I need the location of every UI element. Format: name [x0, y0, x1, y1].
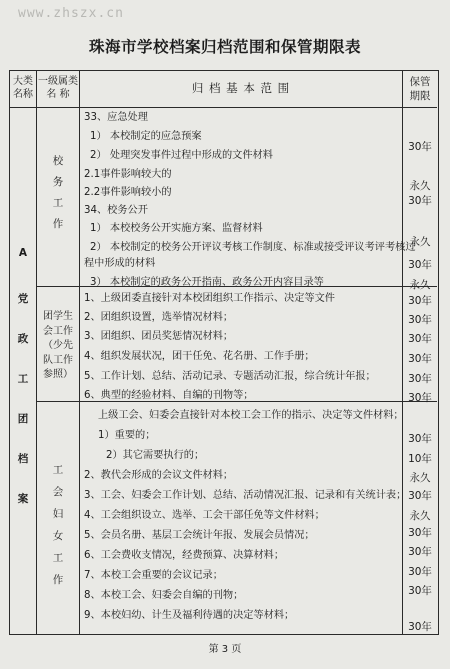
subcategory-char: 工: [52, 464, 64, 476]
retention-period: 10年: [408, 453, 432, 465]
subcategory-xiaowu: [50, 151, 66, 235]
scope-item: 2.2事件影响较小的: [84, 187, 172, 198]
retention-period: 30年: [408, 546, 432, 558]
retention-period: 30年: [408, 259, 432, 271]
retention-period: 永久: [409, 472, 431, 484]
scope-item: 6、工会费收支情况，经费预算、决算材料；: [84, 550, 285, 561]
header-scope: 归 档 基 本 范 围: [191, 81, 291, 95]
subcategory-char: 工: [52, 552, 64, 564]
retention-period: 永久: [409, 236, 431, 248]
retention-period: 永久: [409, 279, 431, 291]
scope-item: 34、校务公开: [84, 205, 148, 216]
scope-item: 6、典型的经验材料、自编的刊物等；: [84, 390, 254, 401]
scope-item: 1） 本校校务公开实施方案、监督材料: [90, 223, 263, 234]
retention-period: 30年: [408, 566, 432, 578]
category-char: 政: [17, 333, 29, 345]
header-subcategory-name: 一级属类 名 称: [38, 76, 78, 100]
scope-item: 7、本校工会重要的会议记录；: [84, 570, 223, 581]
subcategory-char: 作: [52, 574, 64, 586]
retention-period: 永久: [409, 180, 431, 192]
scope-item: 1、上级团委直接针对本校团组织工作指示、决定等文件: [84, 293, 335, 304]
subcategory-line: 团学生: [43, 311, 73, 322]
category-name: [15, 279, 31, 519]
scope-item: 9、本校妇幼、计生及福利待遇的决定等材料；: [84, 610, 295, 621]
table-divider: [79, 71, 80, 634]
scope-item: 2.1事件影响较大的: [84, 169, 172, 180]
archive-table: [9, 70, 439, 635]
table-divider: [402, 71, 403, 634]
subcategory-line: （少先: [43, 340, 73, 351]
retention-period: 30年: [408, 333, 432, 345]
category-char: 党: [17, 293, 29, 305]
retention-period: 30年: [408, 392, 432, 404]
retention-period: 30年: [408, 433, 432, 445]
scope-item: 4、组织发展状况，团干任免、花名册、工作手册；: [84, 351, 315, 362]
retention-period: 30年: [408, 490, 432, 502]
scope-item: 3、工会、妇委会工作计划、总结、活动情况汇报、记录和有关统计表；: [84, 490, 407, 501]
subcategory-char: 妇: [52, 508, 64, 520]
scope-item: 5、会员名册、基层工会统计年报、发展会员情况；: [84, 530, 315, 541]
retention-period: 30年: [408, 314, 432, 326]
subcategory-line: 队工作: [43, 354, 73, 366]
scope-item: 2、教代会形成的会议文件材料；: [84, 470, 234, 481]
header-category-name: 大类 名称: [13, 76, 33, 100]
category-char: 案: [17, 493, 29, 505]
scope-item: 3） 本校制定的政务公开指南、政务公开内容目录等: [90, 277, 324, 288]
retention-period: 永久: [409, 510, 431, 522]
page-number: 第 3 页: [208, 644, 242, 655]
scope-item: 1） 本校制定的应急预案: [90, 131, 202, 142]
scope-item: 3、团组织、团员奖惩情况材料；: [84, 331, 234, 342]
subcategory-char: 校: [52, 155, 64, 167]
retention-period: 30年: [408, 295, 432, 307]
category-char: 团: [17, 413, 29, 425]
subcategory-char: 工: [52, 197, 64, 209]
subcategory-char: 作: [52, 218, 64, 230]
scope-item: 2、团组织设置，选举情况材料；: [84, 312, 234, 323]
subcategory-char: 女: [52, 530, 64, 542]
scope-item: 程中形成的材料: [84, 258, 156, 269]
subcategory-char: 会: [52, 486, 64, 498]
retention-period: 30年: [408, 141, 432, 153]
scope-item: 4、工会组织设立、选举、工会干部任免等文件材料；: [84, 510, 325, 521]
page-title: 珠海市学校档案归档范围和保管期限表: [88, 38, 361, 56]
retention-period: 30年: [408, 585, 432, 597]
subcategory-gonghui: [50, 459, 66, 591]
watermark: www.zhszx.cn: [18, 6, 124, 21]
retention-period: 30年: [408, 527, 432, 539]
category-char: 工: [17, 373, 29, 385]
scope-item: 5、工作计划、总结、活动记录、专题活动汇报，综合统计年报；: [84, 371, 376, 382]
subcategory-line: 会工作: [43, 325, 73, 337]
scope-item: 8、本校工会、妇委会自编的刊物；: [84, 590, 244, 601]
subcategory-tuan: [37, 310, 79, 383]
table-divider: [10, 107, 437, 108]
scope-item: 33、应急处理: [84, 112, 148, 123]
scope-item: 上级工会、妇委会直接针对本校工会工作的指示、决定等文件材料；: [98, 410, 404, 421]
category-char: 档: [17, 453, 29, 465]
category-letter: A: [18, 247, 28, 259]
subcategory-line: 参照）: [43, 369, 73, 380]
subcategory-char: 务: [52, 176, 64, 188]
scope-item: 1）重要的；: [98, 430, 156, 441]
retention-period: 30年: [408, 621, 432, 633]
header-retention-period: 保管 期限: [409, 76, 431, 102]
retention-period: 30年: [408, 373, 432, 385]
scope-item: 2） 本校制定的校务公开评议考核工作制度、标准或接受评议考评考核过: [90, 242, 416, 253]
retention-period: 30年: [408, 353, 432, 365]
retention-period: 30年: [408, 195, 432, 207]
scope-item: 2）其它需要执行的；: [106, 450, 205, 461]
scope-item: 2） 处理突发事件过程中形成的文件材料: [90, 150, 273, 161]
